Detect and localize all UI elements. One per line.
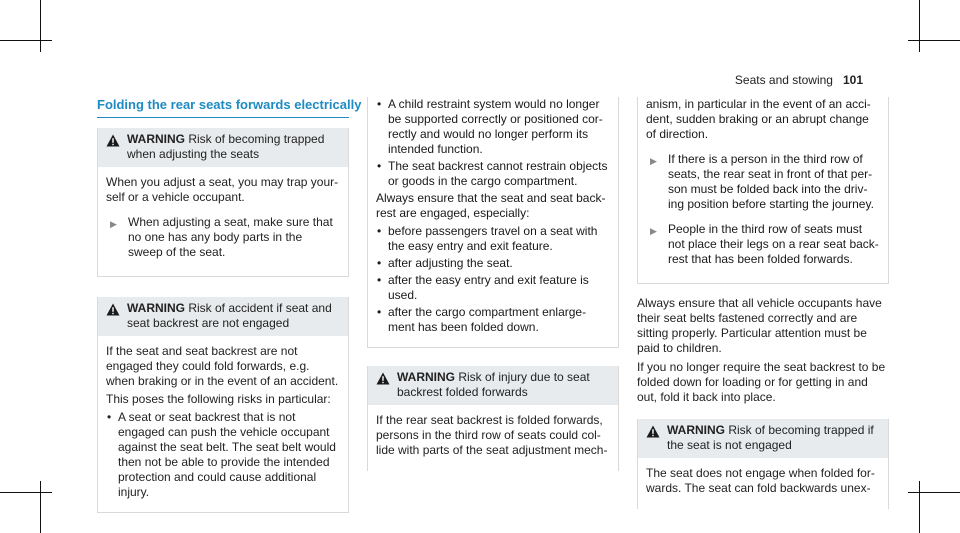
warning-box-trapped (97, 128, 349, 277)
column-3 (637, 97, 889, 509)
warning-label: WARNING (127, 301, 185, 315)
warning-label: WARNING (397, 370, 455, 384)
warning-text: If the seat and seat backrest are not engaged they could fold forwards, e.g. when braking or in the event of an accident. (106, 344, 339, 388)
step-arrow-icon: ▶ (110, 219, 117, 229)
step-arrow-icon: ▶ (650, 156, 657, 166)
warning-title: Risk of becoming trapped if the seat is not engaged (667, 423, 874, 452)
warning-text: If the rear seat backrest is folded forwards, persons in the third row of seats could col-lide with parts of the seat adjustment mech- (376, 413, 608, 457)
step-text: People in the third row of seats must not place their legs on a rear seat back-rest that has been folded forwards. (668, 222, 879, 266)
list-item: • A child restraint system would no longer be supported correctly or positioned cor-rectly and would no longer perform its intended function. (376, 97, 610, 157)
list-item: • A seat or seat backrest that is not engaged can push the vehicle occupant against the seat belt. The seat belt would then not be able to provide the intended protection and could cause additional injury. (106, 410, 340, 500)
step-text: When adjusting a seat, make sure that no one has any body parts in the sweep of the seat. (128, 215, 333, 259)
step-arrow-icon: ▶ (650, 226, 657, 236)
bullet-list (376, 97, 610, 189)
warning-triangle-icon (106, 134, 120, 147)
page-header (735, 73, 863, 87)
section-title: Folding the rear seats forwards electrically (97, 97, 349, 118)
bullet-list (376, 224, 610, 335)
bullet-list (106, 410, 340, 500)
warning-triangle-icon (376, 372, 390, 385)
warning-box-injury-continued (637, 97, 889, 284)
warning-box-not-engaged (637, 419, 889, 509)
warning-heading (98, 128, 348, 167)
warning-title: Risk of injury due to seat backrest folded forwards (397, 370, 590, 399)
instruction-step (650, 222, 880, 267)
crop-mark (40, 481, 41, 533)
warning-text: When you adjust a seat, you may trap your-self or a vehicle occupant. (106, 175, 339, 204)
warning-text: Always ensure that the seat and seat back-rest are engaged, especially: (376, 191, 606, 220)
warning-box-accident-continued (367, 97, 619, 348)
list-item: • after the cargo compartment enlarge-ment has been folded down. (376, 305, 610, 335)
crop-mark (919, 0, 920, 52)
warning-heading (638, 419, 888, 458)
paragraph: Always ensure that all vehicle occupants have their seat belts fastened correctly and are sitting properly. Particular attention must be paid to children. (637, 296, 882, 355)
warning-box-injury (367, 366, 619, 471)
body-text (637, 296, 889, 405)
column-2 (367, 97, 619, 471)
list-item: • before passengers travel on a seat with the easy entry and exit feature. (376, 224, 610, 254)
section-name: Seats and stowing (734, 73, 833, 87)
warning-box-accident (97, 297, 349, 513)
warning-triangle-icon (646, 425, 660, 438)
crop-mark (0, 40, 52, 41)
paragraph: If you no longer require the seat backrest to be folded down for loading or for getting in and out, fold it back into place. (637, 360, 886, 404)
warning-label: WARNING (667, 423, 725, 437)
step-text: If there is a person in the third row of seats, the rear seat in front of that per-son must be folded back into the driv-ing position before starting the journey. (668, 152, 874, 211)
list-item: • The seat backrest cannot restrain objects or goods in the cargo compartment. (376, 159, 610, 189)
crop-mark (919, 481, 920, 533)
crop-mark (908, 40, 960, 41)
warning-triangle-icon (106, 303, 120, 316)
crop-mark (908, 492, 960, 493)
crop-mark (40, 0, 41, 52)
list-item: • after the easy entry and exit feature is used. (376, 273, 610, 303)
warning-heading (368, 366, 618, 405)
warning-title: Risk of accident if seat and seat backrest are not engaged (127, 301, 332, 330)
column-1 (97, 97, 362, 513)
instruction-step (110, 215, 340, 260)
warning-text: This poses the following risks in particular: (106, 392, 331, 406)
warning-heading (98, 297, 348, 336)
warning-title: Risk of becoming trapped when adjusting the seats (127, 132, 325, 161)
warning-text: anism, in particular in the event of an acci-dent, sudden braking or an abrupt change of direction. (646, 97, 871, 141)
warning-label: WARNING (127, 132, 185, 146)
warning-text: The seat does not engage when folded for-wards. The seat can fold backwards unex- (646, 466, 875, 495)
list-item: • after adjusting the seat. (376, 256, 610, 271)
crop-mark (0, 492, 52, 493)
instruction-step (650, 152, 880, 212)
page-number: 101 (842, 73, 863, 87)
